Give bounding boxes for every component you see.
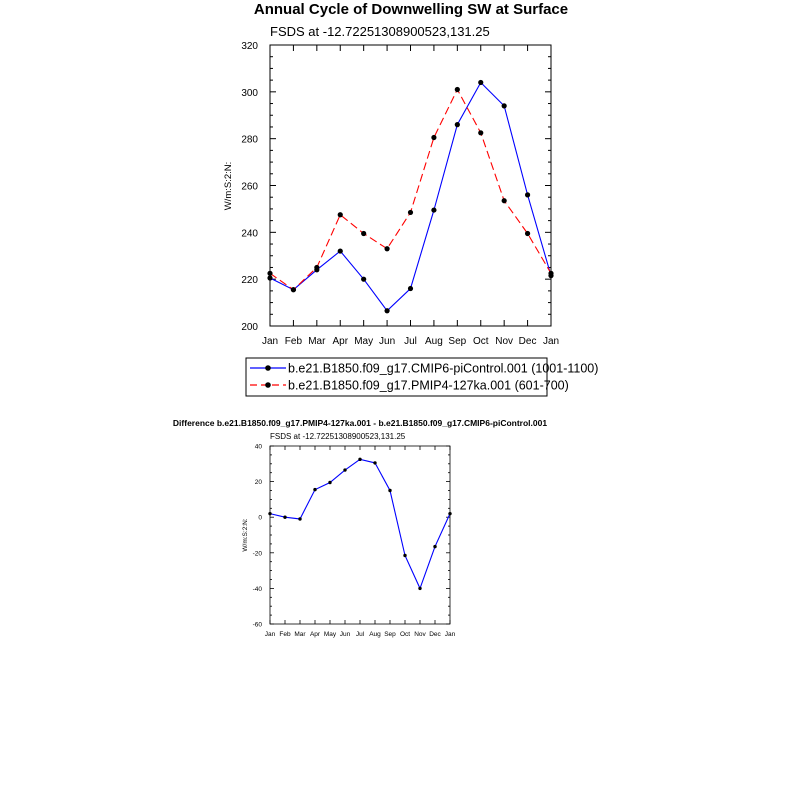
chart1-legend	[246, 358, 598, 396]
series-1-point	[478, 130, 483, 135]
series-0-point	[313, 488, 316, 491]
x-tick-label: Dec	[429, 631, 441, 638]
x-tick-label: Jul	[355, 631, 365, 638]
series-0-point	[384, 308, 389, 313]
y-tick-label: 20	[254, 479, 262, 487]
x-tick-label: Jan	[542, 336, 560, 347]
x-tick-label: Aug	[425, 336, 443, 347]
series-0-point	[448, 512, 451, 515]
chart2-y-axis-label: W/m:S:2:N:	[242, 518, 249, 552]
series-1-point	[525, 231, 530, 236]
y-tick-label: -20	[252, 550, 262, 558]
series-0-point	[431, 207, 436, 212]
x-tick-label: Jan	[444, 631, 456, 638]
y-tick-label: 40	[254, 443, 262, 451]
x-tick-label: Jan	[264, 631, 276, 638]
series-1-point	[548, 271, 553, 276]
series-line-0	[270, 82, 551, 310]
chart1-y-tick-labels	[241, 41, 258, 333]
series-line-1	[270, 89, 551, 289]
chart-difference	[173, 418, 547, 638]
legend-label-piControl: b.e21.B1850.f09_g17.CMIP6-piControl.001 (1001-1100)	[288, 361, 599, 376]
chart2-ticks	[270, 446, 450, 624]
x-tick-label: Apr	[332, 336, 349, 347]
y-tick-label: 320	[241, 41, 258, 52]
legend-label-127ka: b.e21.B1850.f09_g17.PMIP4-127ka.001 (601-700)	[288, 378, 569, 393]
x-tick-label: Mar	[294, 631, 306, 638]
series-0-point	[418, 587, 421, 590]
y-tick-label: -60	[252, 621, 262, 629]
series-1-point	[455, 87, 460, 92]
series-0-point	[502, 103, 507, 108]
series-0-point	[298, 517, 301, 520]
series-1-point	[502, 198, 507, 203]
series-0-point	[328, 481, 331, 484]
series-0-point	[388, 489, 391, 492]
series-0-point	[283, 516, 286, 519]
y-tick-label: -40	[252, 585, 262, 593]
chart1-title: Annual Cycle of Downwelling SW at Surface	[253, 1, 569, 18]
series-0-point	[455, 122, 460, 127]
series-0-point	[343, 468, 346, 471]
x-tick-label: Mar	[308, 336, 326, 347]
x-tick-label: Jun	[339, 631, 351, 638]
x-tick-label: Feb	[279, 631, 291, 638]
chart1-y-axis-label: W/m:S:2:N:	[223, 161, 234, 211]
y-tick-label: 0	[258, 514, 262, 522]
series-0-point	[361, 277, 366, 282]
series-1-point	[408, 210, 413, 215]
x-tick-label: Jan	[261, 336, 279, 347]
x-tick-label: Apr	[309, 631, 321, 638]
series-0-point	[358, 458, 361, 461]
x-tick-label: Sep	[448, 336, 467, 347]
chart1-series	[267, 80, 553, 314]
x-tick-label: Aug	[369, 631, 381, 638]
series-1-point	[384, 246, 389, 251]
series-0-point	[433, 545, 436, 548]
x-tick-label: Nov	[414, 631, 426, 638]
series-0-point	[525, 192, 530, 197]
x-tick-label: Oct	[472, 336, 489, 347]
x-tick-label: May	[323, 631, 337, 638]
y-tick-label: 240	[241, 228, 258, 240]
series-1-point	[291, 287, 296, 292]
series-0-point	[268, 512, 271, 515]
series-line-0	[270, 459, 450, 588]
x-tick-label: Oct	[399, 631, 411, 638]
x-tick-label: Jul	[404, 336, 417, 347]
chart-annual-cycle	[223, 1, 598, 396]
chart2-plot-frame	[270, 446, 450, 624]
chart1-subtitle: FSDS at -12.72251308900523,131.25	[270, 24, 490, 39]
chart1-ticks	[270, 45, 551, 326]
x-tick-label: May	[354, 336, 374, 347]
y-tick-label: 280	[241, 134, 258, 146]
chart2-x-tick-labels	[265, 631, 456, 638]
chart2-subtitle: FSDS at -12.72251308900523,131.25	[270, 432, 406, 441]
y-tick-label: 300	[241, 87, 258, 99]
y-tick-label: 220	[241, 275, 258, 287]
y-tick-label: 260	[241, 181, 258, 193]
x-tick-label: Nov	[495, 336, 514, 347]
series-1-point	[431, 135, 436, 140]
series-1-point	[267, 271, 272, 276]
chart1-plot-frame	[270, 45, 551, 326]
chart2-series	[268, 458, 451, 590]
x-tick-label: Jun	[379, 336, 396, 347]
series-1-point	[314, 265, 319, 270]
series-1-point	[338, 212, 343, 217]
legend-marker-piControl	[265, 365, 271, 371]
series-1-point	[361, 231, 366, 236]
series-0-point	[408, 286, 413, 291]
chart2-title: Difference b.e21.B1850.f09_g17.PMIP4-127ka.001 - b.e21.B1850.f09_g17.CMIP6-piControl.001	[172, 418, 548, 428]
x-tick-label: Dec	[518, 336, 537, 347]
x-tick-label: Feb	[284, 336, 303, 347]
chart2-y-tick-labels	[253, 444, 263, 629]
legend-marker-127ka	[265, 382, 271, 388]
series-0-point	[478, 80, 483, 85]
chart1-x-tick-labels	[262, 336, 559, 347]
series-0-point	[403, 554, 406, 557]
y-tick-label: 200	[241, 322, 258, 333]
x-tick-label: Sep	[384, 631, 396, 638]
series-0-point	[267, 275, 272, 280]
series-0-point	[338, 248, 343, 253]
series-0-point	[373, 461, 376, 464]
